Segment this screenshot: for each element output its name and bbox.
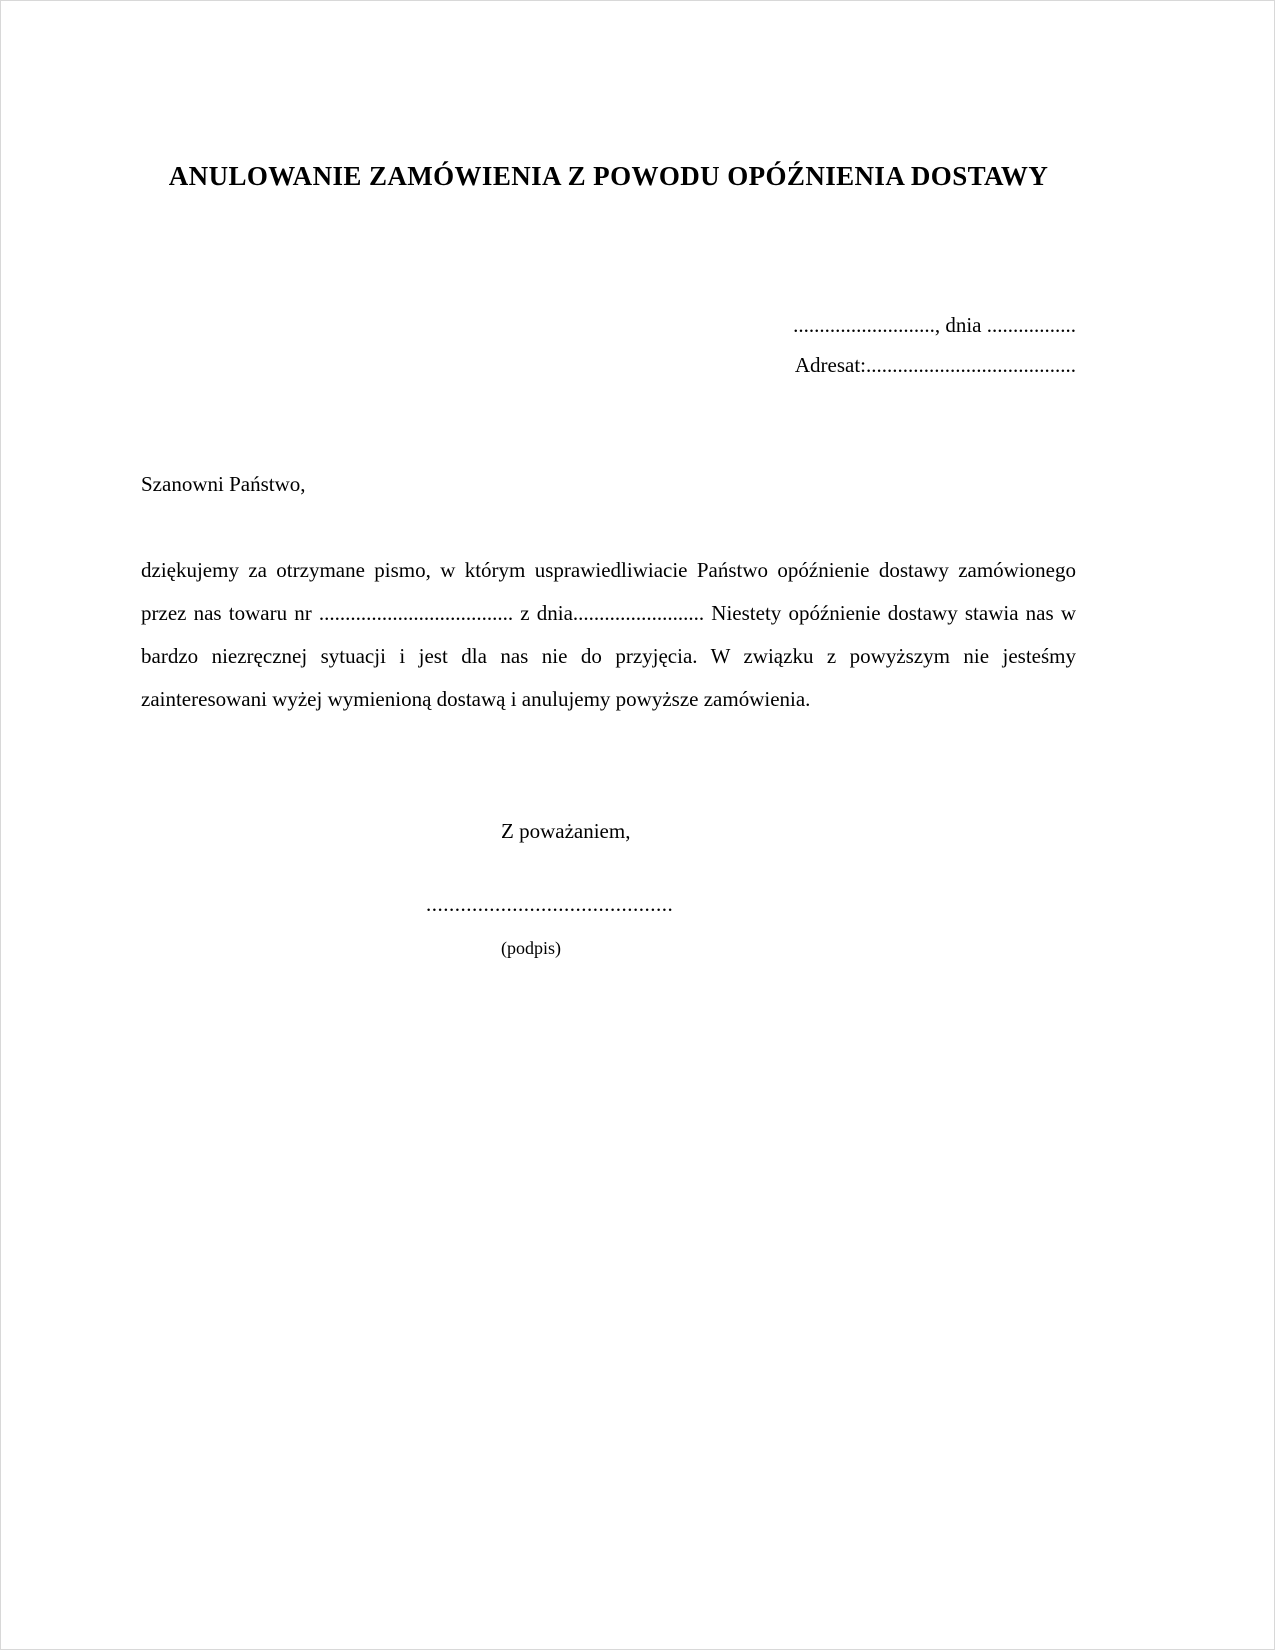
addressee-line: Adresat:........................................ <box>794 352 1076 377</box>
document-body <box>141 141 1076 977</box>
body-paragraph: dziękujemy za otrzymane pismo, w którym usprawiedliwiacie Państwo opóźnienie dostawy zamówionego przez nas towaru nr ..................................... z dnia......................... Niestety opóźnienie dostawy stawia nas w bardzo niezręcznej sytuacji i jest dla nas nie do przyjęcia. W związku z powyższym nie jesteśmy zainteresowani wyżej wymienioną dostawą i anulujemy powyższe zamówienia. <box>141 557 1076 712</box>
place-date-line: ..........................., dnia ................. <box>793 313 1076 338</box>
document-meta <box>141 306 1076 386</box>
signature-line: ........................................... <box>426 892 674 917</box>
salutation: Szanowni Państwo, <box>141 471 306 496</box>
closing-phrase: Z poważaniem, <box>501 819 631 844</box>
page-title: ANULOWANIE ZAMÓWIENIA Z POWODU OPÓŹNIENIA DOSTAWY <box>168 161 1049 191</box>
signature-caption: (podpis) <box>501 938 561 959</box>
